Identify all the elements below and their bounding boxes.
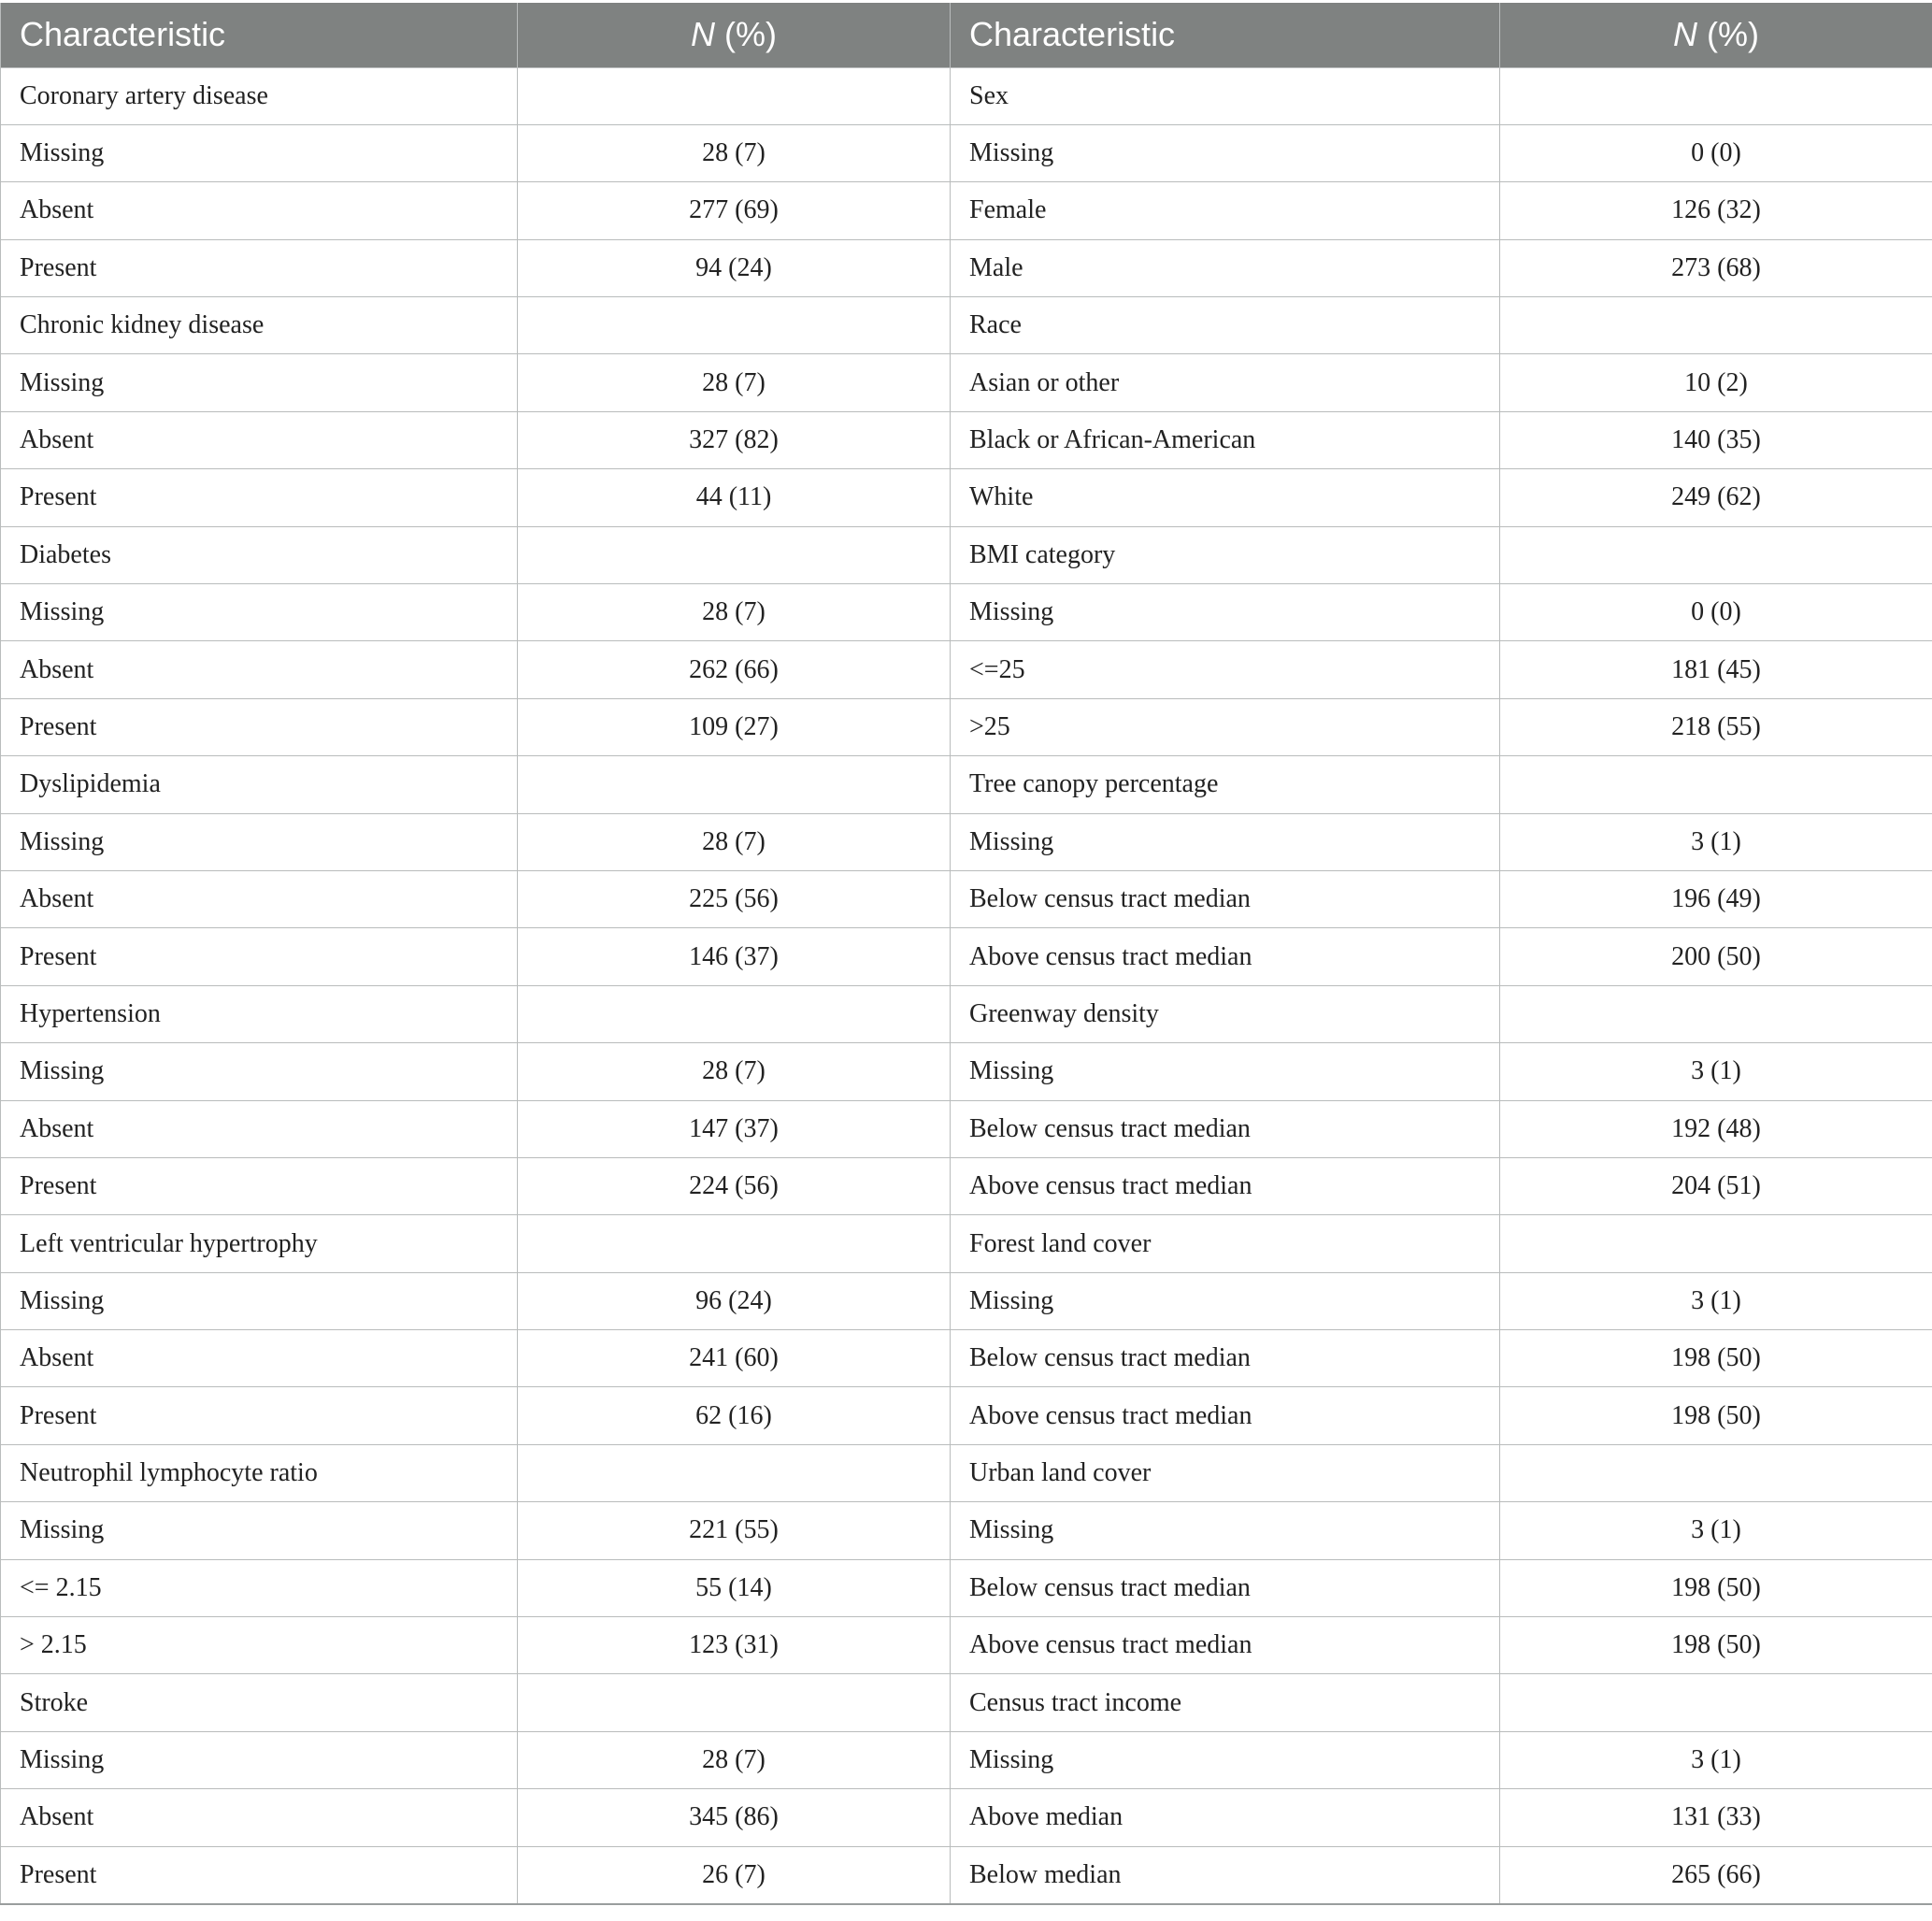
- table-row: [1, 1387, 1932, 1444]
- right-characteristic-cell: Race: [951, 297, 1500, 354]
- table-row: [1, 182, 1932, 239]
- left-characteristic-cell: Missing: [1, 813, 518, 870]
- table-row: [1, 928, 1932, 985]
- left-characteristic-cell: Missing: [1, 584, 518, 641]
- right-n-percent-cell: 3 (1): [1500, 1272, 1932, 1329]
- left-characteristic-cell: Missing: [1, 1731, 518, 1788]
- left-characteristic-cell: > 2.15: [1, 1617, 518, 1674]
- right-n-percent-cell: 181 (45): [1500, 641, 1932, 698]
- table-row: [1, 411, 1932, 468]
- left-characteristic-cell: Absent: [1, 1100, 518, 1157]
- right-n-percent-cell: 10 (2): [1500, 354, 1932, 411]
- right-n-percent-cell: 3 (1): [1500, 1731, 1932, 1788]
- left-characteristic-cell: Coronary artery disease: [1, 67, 518, 124]
- left-n-percent-cell: [518, 1215, 951, 1272]
- right-characteristic-cell: >25: [951, 698, 1500, 755]
- table-body: [1, 67, 1932, 1904]
- left-characteristic-cell: Present: [1, 698, 518, 755]
- left-n-percent-cell: 109 (27): [518, 698, 951, 755]
- table-header: [1, 3, 1932, 67]
- left-characteristic-cell: Absent: [1, 870, 518, 927]
- table-row: [1, 756, 1932, 813]
- right-characteristic-cell: Above median: [951, 1789, 1500, 1846]
- right-characteristic-cell: Male: [951, 239, 1500, 296]
- header-percent-left: (%): [715, 15, 777, 54]
- left-n-percent-cell: 28 (7): [518, 1731, 951, 1788]
- right-characteristic-cell: BMI category: [951, 526, 1500, 583]
- right-n-percent-cell: [1500, 526, 1932, 583]
- table-row: [1, 584, 1932, 641]
- left-n-percent-cell: 62 (16): [518, 1387, 951, 1444]
- table-row: [1, 354, 1932, 411]
- table-row: [1, 698, 1932, 755]
- table-row: [1, 813, 1932, 870]
- right-n-percent-cell: 200 (50): [1500, 928, 1932, 985]
- characteristics-table: [0, 3, 1932, 1905]
- right-characteristic-cell: Tree canopy percentage: [951, 756, 1500, 813]
- right-characteristic-cell: Female: [951, 182, 1500, 239]
- right-characteristic-cell: Sex: [951, 67, 1500, 124]
- left-n-percent-cell: [518, 297, 951, 354]
- right-n-percent-cell: [1500, 756, 1932, 813]
- left-characteristic-cell: Missing: [1, 1043, 518, 1100]
- left-n-percent-cell: [518, 67, 951, 124]
- right-n-percent-cell: [1500, 1215, 1932, 1272]
- right-n-percent-cell: 265 (66): [1500, 1846, 1932, 1903]
- table-row: [1, 1674, 1932, 1731]
- left-characteristic-cell: Absent: [1, 182, 518, 239]
- left-characteristic-cell: Present: [1, 928, 518, 985]
- right-characteristic-cell: Missing: [951, 584, 1500, 641]
- header-n-percent-right: [1500, 3, 1932, 67]
- table-row: [1, 297, 1932, 354]
- table-row: [1, 124, 1932, 181]
- header-characteristic-left: Characteristic: [1, 3, 518, 67]
- left-n-percent-cell: [518, 1444, 951, 1501]
- right-n-percent-cell: 3 (1): [1500, 1043, 1932, 1100]
- left-n-percent-cell: 146 (37): [518, 928, 951, 985]
- left-n-percent-cell: 225 (56): [518, 870, 951, 927]
- characteristics-table-container: [0, 3, 1932, 1905]
- right-n-percent-cell: [1500, 1674, 1932, 1731]
- table-row: [1, 1330, 1932, 1387]
- left-characteristic-cell: Diabetes: [1, 526, 518, 583]
- right-n-percent-cell: 131 (33): [1500, 1789, 1932, 1846]
- right-characteristic-cell: Below median: [951, 1846, 1500, 1903]
- right-characteristic-cell: Missing: [951, 1043, 1500, 1100]
- left-characteristic-cell: Missing: [1, 1272, 518, 1329]
- right-n-percent-cell: 198 (50): [1500, 1617, 1932, 1674]
- right-characteristic-cell: Missing: [951, 813, 1500, 870]
- table-row: [1, 1731, 1932, 1788]
- right-n-percent-cell: 0 (0): [1500, 584, 1932, 641]
- right-n-percent-cell: 204 (51): [1500, 1157, 1932, 1214]
- left-n-percent-cell: 96 (24): [518, 1272, 951, 1329]
- left-n-percent-cell: [518, 1674, 951, 1731]
- left-characteristic-cell: Present: [1, 469, 518, 526]
- header-row: [1, 3, 1932, 67]
- table-row: [1, 469, 1932, 526]
- right-n-percent-cell: [1500, 985, 1932, 1042]
- right-n-percent-cell: 3 (1): [1500, 1502, 1932, 1559]
- left-characteristic-cell: Stroke: [1, 1674, 518, 1731]
- left-n-percent-cell: 28 (7): [518, 124, 951, 181]
- table-row: [1, 67, 1932, 124]
- left-characteristic-cell: Neutrophil lymphocyte ratio: [1, 1444, 518, 1501]
- left-n-percent-cell: 345 (86): [518, 1789, 951, 1846]
- right-characteristic-cell: Missing: [951, 1731, 1500, 1788]
- table-row: [1, 526, 1932, 583]
- left-n-percent-cell: 55 (14): [518, 1559, 951, 1616]
- left-n-percent-cell: 26 (7): [518, 1846, 951, 1903]
- left-characteristic-cell: <= 2.15: [1, 1559, 518, 1616]
- left-n-percent-cell: 44 (11): [518, 469, 951, 526]
- right-characteristic-cell: Below census tract median: [951, 1330, 1500, 1387]
- right-n-percent-cell: 249 (62): [1500, 469, 1932, 526]
- left-n-percent-cell: 123 (31): [518, 1617, 951, 1674]
- header-n-percent-left: [518, 3, 951, 67]
- right-n-percent-cell: [1500, 1444, 1932, 1501]
- left-n-percent-cell: 28 (7): [518, 584, 951, 641]
- left-n-percent-cell: 277 (69): [518, 182, 951, 239]
- table-row: [1, 1100, 1932, 1157]
- table-row: [1, 1559, 1932, 1616]
- right-characteristic-cell: Above census tract median: [951, 1157, 1500, 1214]
- left-characteristic-cell: Absent: [1, 411, 518, 468]
- right-characteristic-cell: Above census tract median: [951, 928, 1500, 985]
- right-characteristic-cell: Missing: [951, 1272, 1500, 1329]
- right-characteristic-cell: Asian or other: [951, 354, 1500, 411]
- left-characteristic-cell: Left ventricular hypertrophy: [1, 1215, 518, 1272]
- right-characteristic-cell: Census tract income: [951, 1674, 1500, 1731]
- right-characteristic-cell: Missing: [951, 1502, 1500, 1559]
- right-n-percent-cell: 196 (49): [1500, 870, 1932, 927]
- left-characteristic-cell: Present: [1, 1157, 518, 1214]
- right-n-percent-cell: 198 (50): [1500, 1387, 1932, 1444]
- left-n-percent-cell: 28 (7): [518, 813, 951, 870]
- left-characteristic-cell: Missing: [1, 124, 518, 181]
- table-row: [1, 641, 1932, 698]
- right-n-percent-cell: 198 (50): [1500, 1330, 1932, 1387]
- left-characteristic-cell: Present: [1, 239, 518, 296]
- left-n-percent-cell: 241 (60): [518, 1330, 951, 1387]
- right-n-percent-cell: 126 (32): [1500, 182, 1932, 239]
- right-characteristic-cell: White: [951, 469, 1500, 526]
- right-characteristic-cell: Black or African-American: [951, 411, 1500, 468]
- left-n-percent-cell: 327 (82): [518, 411, 951, 468]
- table-row: [1, 1502, 1932, 1559]
- left-n-percent-cell: 262 (66): [518, 641, 951, 698]
- right-characteristic-cell: Above census tract median: [951, 1617, 1500, 1674]
- header-characteristic-right: Characteristic: [951, 3, 1500, 67]
- right-n-percent-cell: 140 (35): [1500, 411, 1932, 468]
- left-n-percent-cell: 28 (7): [518, 354, 951, 411]
- right-characteristic-cell: Greenway density: [951, 985, 1500, 1042]
- table-row: [1, 239, 1932, 296]
- left-n-percent-cell: 221 (55): [518, 1502, 951, 1559]
- table-row: [1, 1789, 1932, 1846]
- table-row: [1, 1444, 1932, 1501]
- table-row: [1, 1846, 1932, 1903]
- left-characteristic-cell: Hypertension: [1, 985, 518, 1042]
- right-n-percent-cell: 3 (1): [1500, 813, 1932, 870]
- left-characteristic-cell: Absent: [1, 641, 518, 698]
- left-n-percent-cell: 147 (37): [518, 1100, 951, 1157]
- table-row: [1, 1272, 1932, 1329]
- right-n-percent-cell: [1500, 67, 1932, 124]
- left-characteristic-cell: Chronic kidney disease: [1, 297, 518, 354]
- right-characteristic-cell: Urban land cover: [951, 1444, 1500, 1501]
- right-n-percent-cell: [1500, 297, 1932, 354]
- left-characteristic-cell: Absent: [1, 1330, 518, 1387]
- left-n-percent-cell: 224 (56): [518, 1157, 951, 1214]
- table-row: [1, 1157, 1932, 1214]
- table-row: [1, 1215, 1932, 1272]
- table-row: [1, 870, 1932, 927]
- left-characteristic-cell: Missing: [1, 354, 518, 411]
- right-n-percent-cell: 0 (0): [1500, 124, 1932, 181]
- right-characteristic-cell: Above census tract median: [951, 1387, 1500, 1444]
- header-n-right: N: [1673, 15, 1697, 54]
- right-n-percent-cell: 218 (55): [1500, 698, 1932, 755]
- right-n-percent-cell: 198 (50): [1500, 1559, 1932, 1616]
- left-characteristic-cell: Missing: [1, 1502, 518, 1559]
- table-row: [1, 1617, 1932, 1674]
- right-n-percent-cell: 192 (48): [1500, 1100, 1932, 1157]
- left-n-percent-cell: 28 (7): [518, 1043, 951, 1100]
- left-characteristic-cell: Present: [1, 1846, 518, 1903]
- right-characteristic-cell: Missing: [951, 124, 1500, 181]
- header-n-left: N: [691, 15, 715, 54]
- right-characteristic-cell: Below census tract median: [951, 870, 1500, 927]
- right-n-percent-cell: 273 (68): [1500, 239, 1932, 296]
- right-characteristic-cell: Forest land cover: [951, 1215, 1500, 1272]
- table-row: [1, 1043, 1932, 1100]
- right-characteristic-cell: Below census tract median: [951, 1559, 1500, 1616]
- left-characteristic-cell: Absent: [1, 1789, 518, 1846]
- left-n-percent-cell: [518, 756, 951, 813]
- left-n-percent-cell: 94 (24): [518, 239, 951, 296]
- left-n-percent-cell: [518, 985, 951, 1042]
- left-characteristic-cell: Dyslipidemia: [1, 756, 518, 813]
- left-n-percent-cell: [518, 526, 951, 583]
- right-characteristic-cell: <=25: [951, 641, 1500, 698]
- table-row: [1, 985, 1932, 1042]
- left-characteristic-cell: Present: [1, 1387, 518, 1444]
- header-percent-right: (%): [1697, 15, 1759, 54]
- right-characteristic-cell: Below census tract median: [951, 1100, 1500, 1157]
